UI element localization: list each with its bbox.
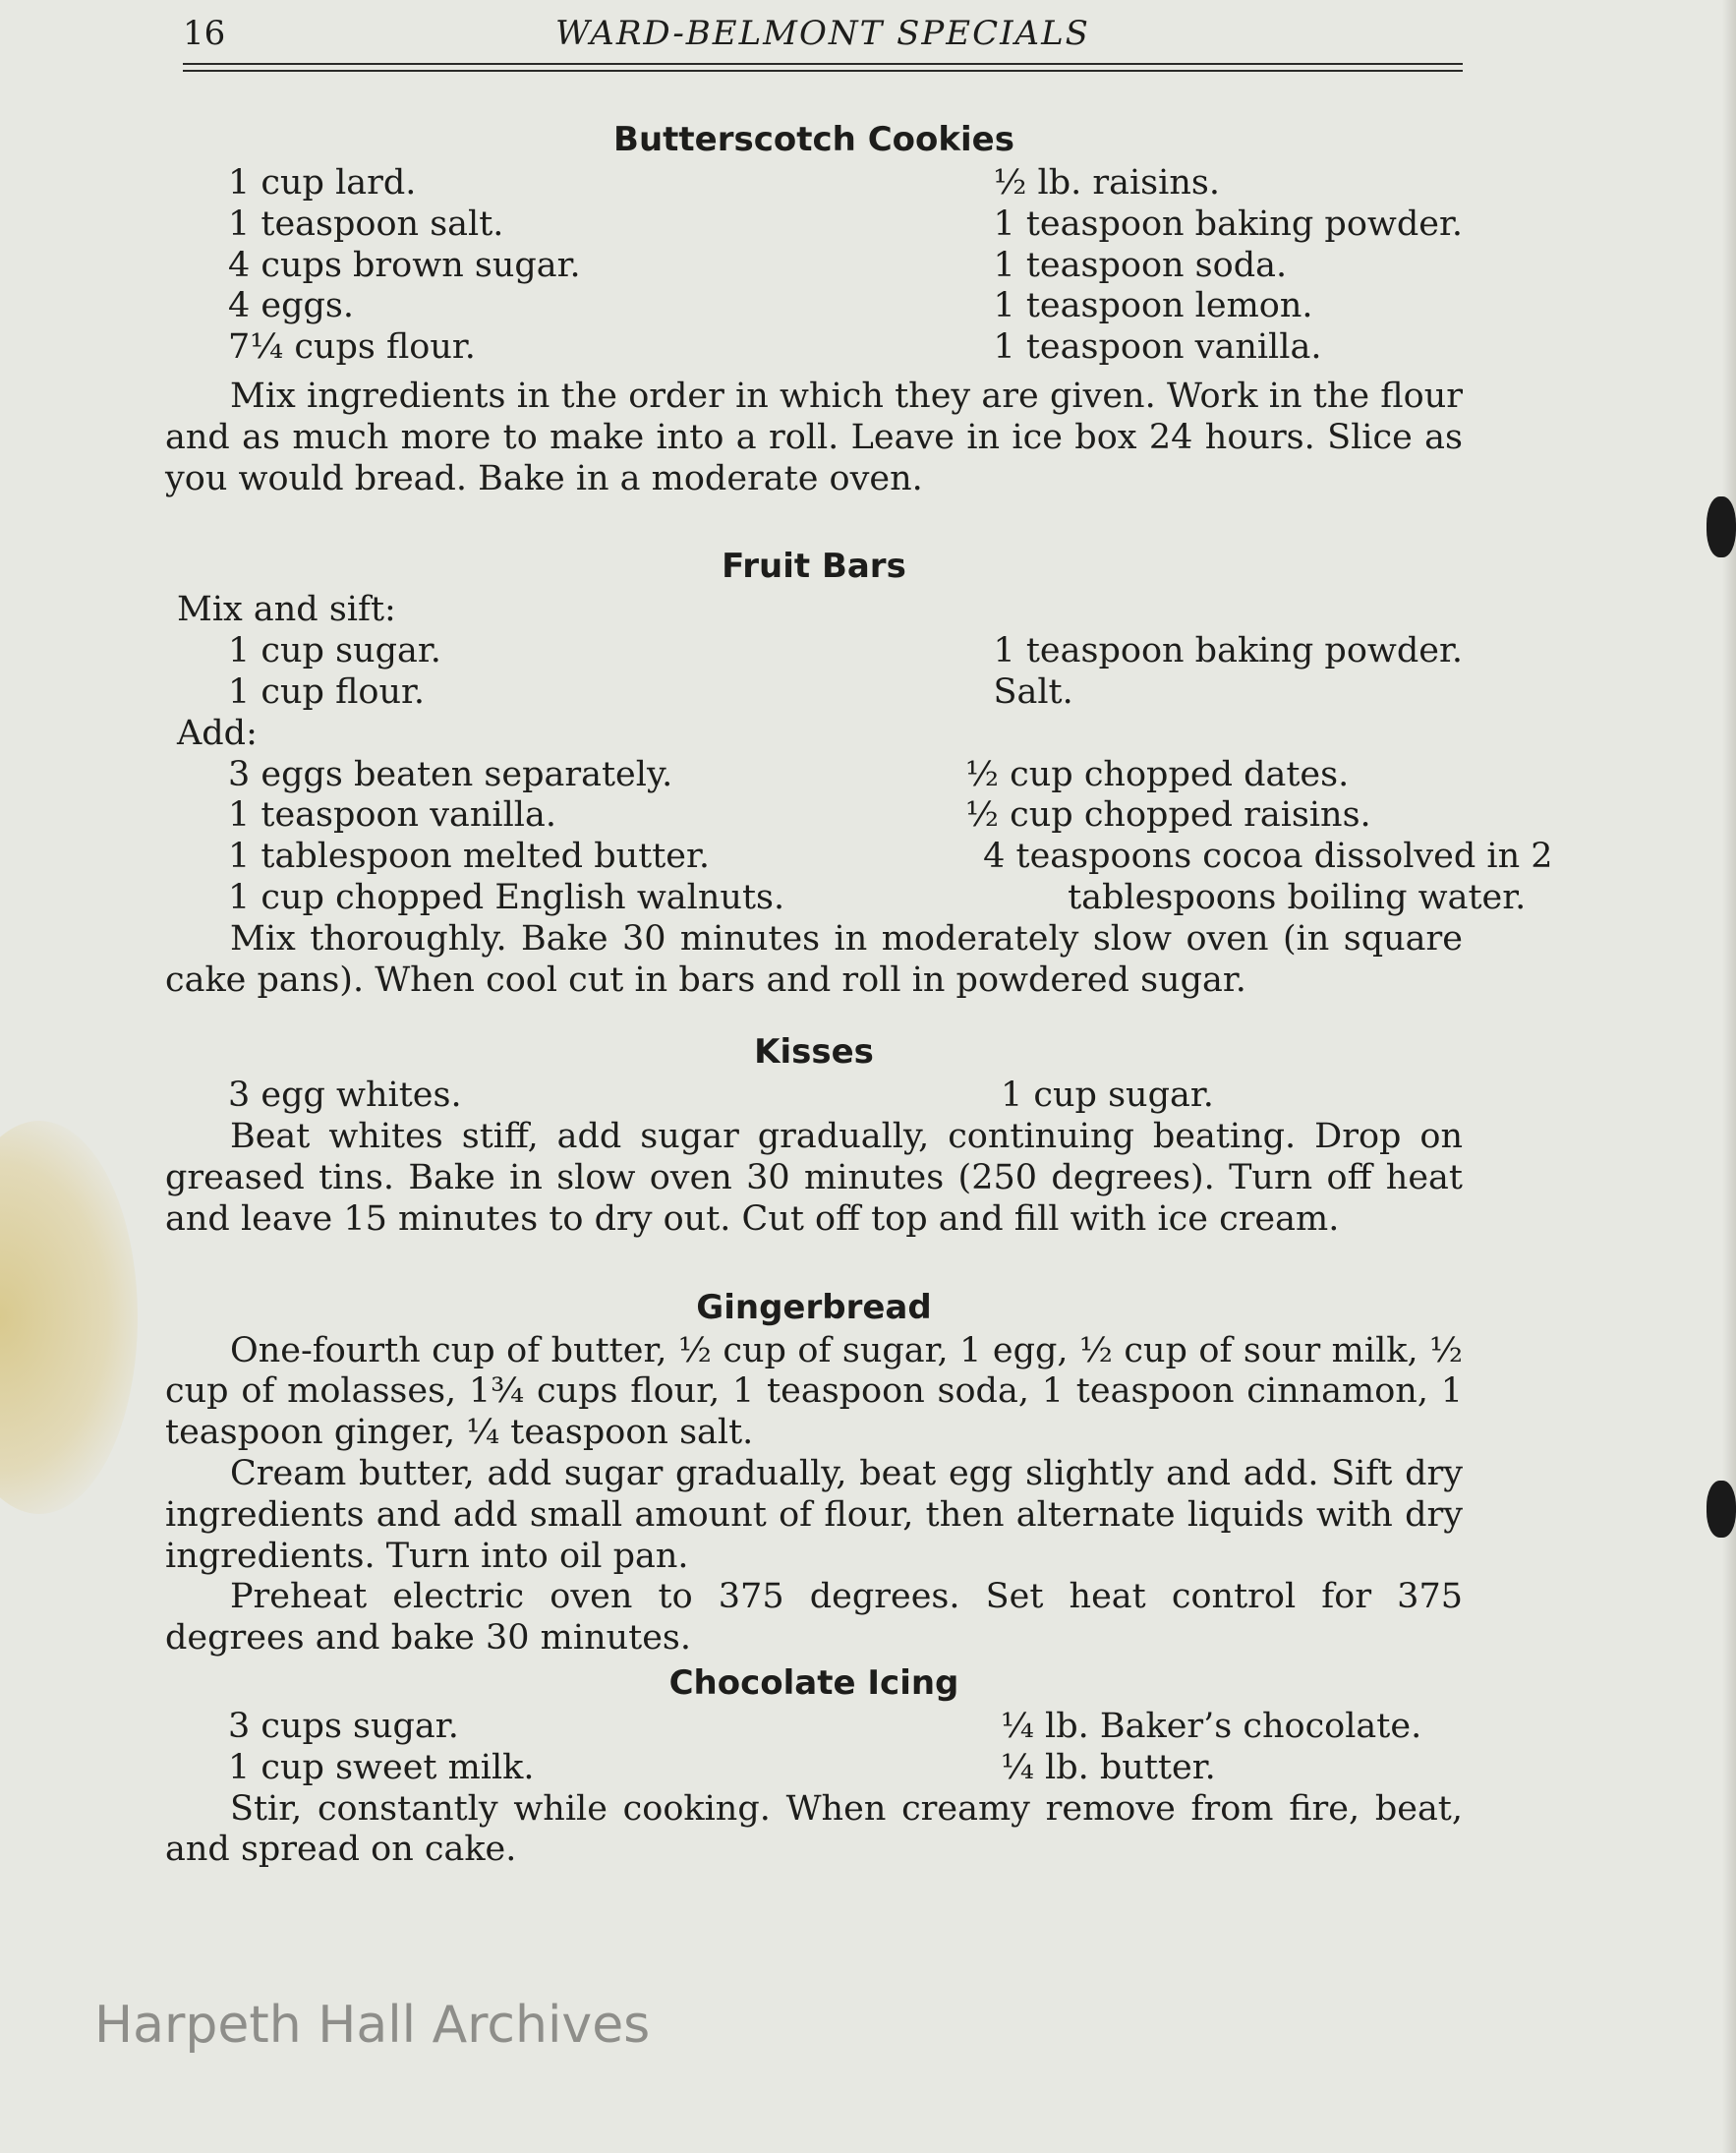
ingredient: 1 teaspoon baking powder. [993,631,1463,671]
ingredient-list [165,1707,1463,1789]
ingredient: 1 teaspoon vanilla. [228,795,556,836]
recipe-directions: Cream butter, add sugar gradually, beat egg slightly and add. Sift dry ingredients and add small amount of flour, then alternate liquids with dry ingredients. Turn into oil pan. [165,1453,1463,1576]
ingredient: 1 teaspoon lemon. [993,286,1313,326]
ingredient-list [165,163,1463,369]
ingredient: 1 cup lard. [228,163,417,203]
ingredient-list [165,631,1463,714]
ingredient: 1 cup sugar. [1001,1076,1214,1116]
header-rule [183,63,1463,65]
water-stain [0,1121,138,1514]
binding-hole [1707,496,1736,557]
header-rule [183,70,1463,72]
ingredient: 4 cups brown sugar. [228,245,581,285]
ingredient: 7¼ cups flour. [228,327,476,368]
recipe-directions: Beat whites stiff, add sugar gradually, continuing beating. Drop on greased tins. Bake in slow oven 30 minutes (250 degrees). Turn off heat and leave 15 minutes to dry out. Cut off top and fill with ice cream. [165,1117,1463,1239]
ingredient: 1 cup sweet milk. [228,1747,535,1787]
recipe-title: Fruit Bars [722,547,906,587]
recipe-directions: Mix thoroughly. Bake 30 minutes in moderately slow oven (in square cake pans). When cool cut in bars and roll in powdered sugar. [165,918,1463,1000]
step-label: Add: [177,713,258,753]
ingredient: 1 teaspoon baking powder. [993,204,1463,244]
recipe-title: Kisses [754,1032,874,1073]
recipe-directions: Stir, constantly while cooking. When creamy remove from fire, beat, and spread on cake. [165,1788,1463,1870]
recipe-title: Gingerbread [696,1287,932,1327]
recipe-directions: Mix ingredients in the order in which they are given. Work in the flour and as much more to make into a roll. Leave in ice box 24 hours. Slice as you would bread. Bake in a moderate oven. [165,376,1463,498]
page-header [183,12,1463,61]
ingredient: 1 teaspoon soda. [993,245,1288,285]
ingredient-list [165,754,1553,919]
ingredient: 3 cups sugar. [228,1706,459,1746]
page-content [165,116,1553,1871]
ingredient: 3 egg whites. [228,1076,462,1116]
ingredient: 4 teaspoons cocoa dissolved in 2 [983,837,1553,877]
ingredient: 1 cup chopped English walnuts. [228,877,785,917]
step-label: Mix and sift: [177,590,396,630]
recipe-butterscotch-cookies [165,116,1463,499]
ingredient: 1 teaspoon vanilla. [993,327,1322,368]
running-title: WARD-BELMONT SPECIALS [555,14,1090,53]
ingredient: 3 eggs beaten separately. [228,754,673,794]
ingredient: ¼ lb. Baker’s chocolate. [1001,1706,1422,1746]
ingredient: Salt. [993,671,1073,712]
ingredient: ½ lb. raisins. [993,163,1220,203]
ingredient: 1 teaspoon salt. [228,204,504,244]
binding-hole [1707,1481,1736,1538]
recipe-gingerbread [165,1284,1463,1659]
recipe-directions: One-fourth cup of butter, ½ cup of sugar, 1 egg, ½ cup of sour milk, ½ cup of molasses, 1¾ cups flour, 1 teaspoon soda, 1 teaspoon cinnamon, 1 teaspoon ginger, ¼ teaspoon salt. [165,1330,1463,1453]
ingredient: 1 tablespoon melted butter. [228,837,711,877]
recipe-fruit-bars [165,543,1553,1001]
archive-watermark: Harpeth Hall Archives [94,1996,651,2055]
ingredient-list [165,1076,1463,1117]
ingredient: 1 cup flour. [228,671,426,712]
recipe-chocolate-icing [165,1659,1463,1871]
recipe-kisses [165,1028,1463,1240]
ingredient: ½ cup chopped dates. [965,754,1350,794]
ingredient: 4 eggs. [228,286,355,326]
recipe-title: Chocolate Icing [668,1662,959,1703]
ingredient: tablespoons boiling water. [1068,877,1527,917]
recipe-title: Butterscotch Cookies [613,120,1014,159]
recipe-directions: Preheat electric oven to 375 degrees. Set heat control for 375 degrees and bake 30 minutes. [165,1577,1463,1658]
ingredient: ½ cup chopped raisins. [965,795,1371,836]
page-number: 16 [183,14,226,53]
page-edge-shadow [1722,0,1736,2153]
ingredient: 1 cup sugar. [228,631,441,671]
ingredient: ¼ lb. butter. [1001,1747,1216,1787]
